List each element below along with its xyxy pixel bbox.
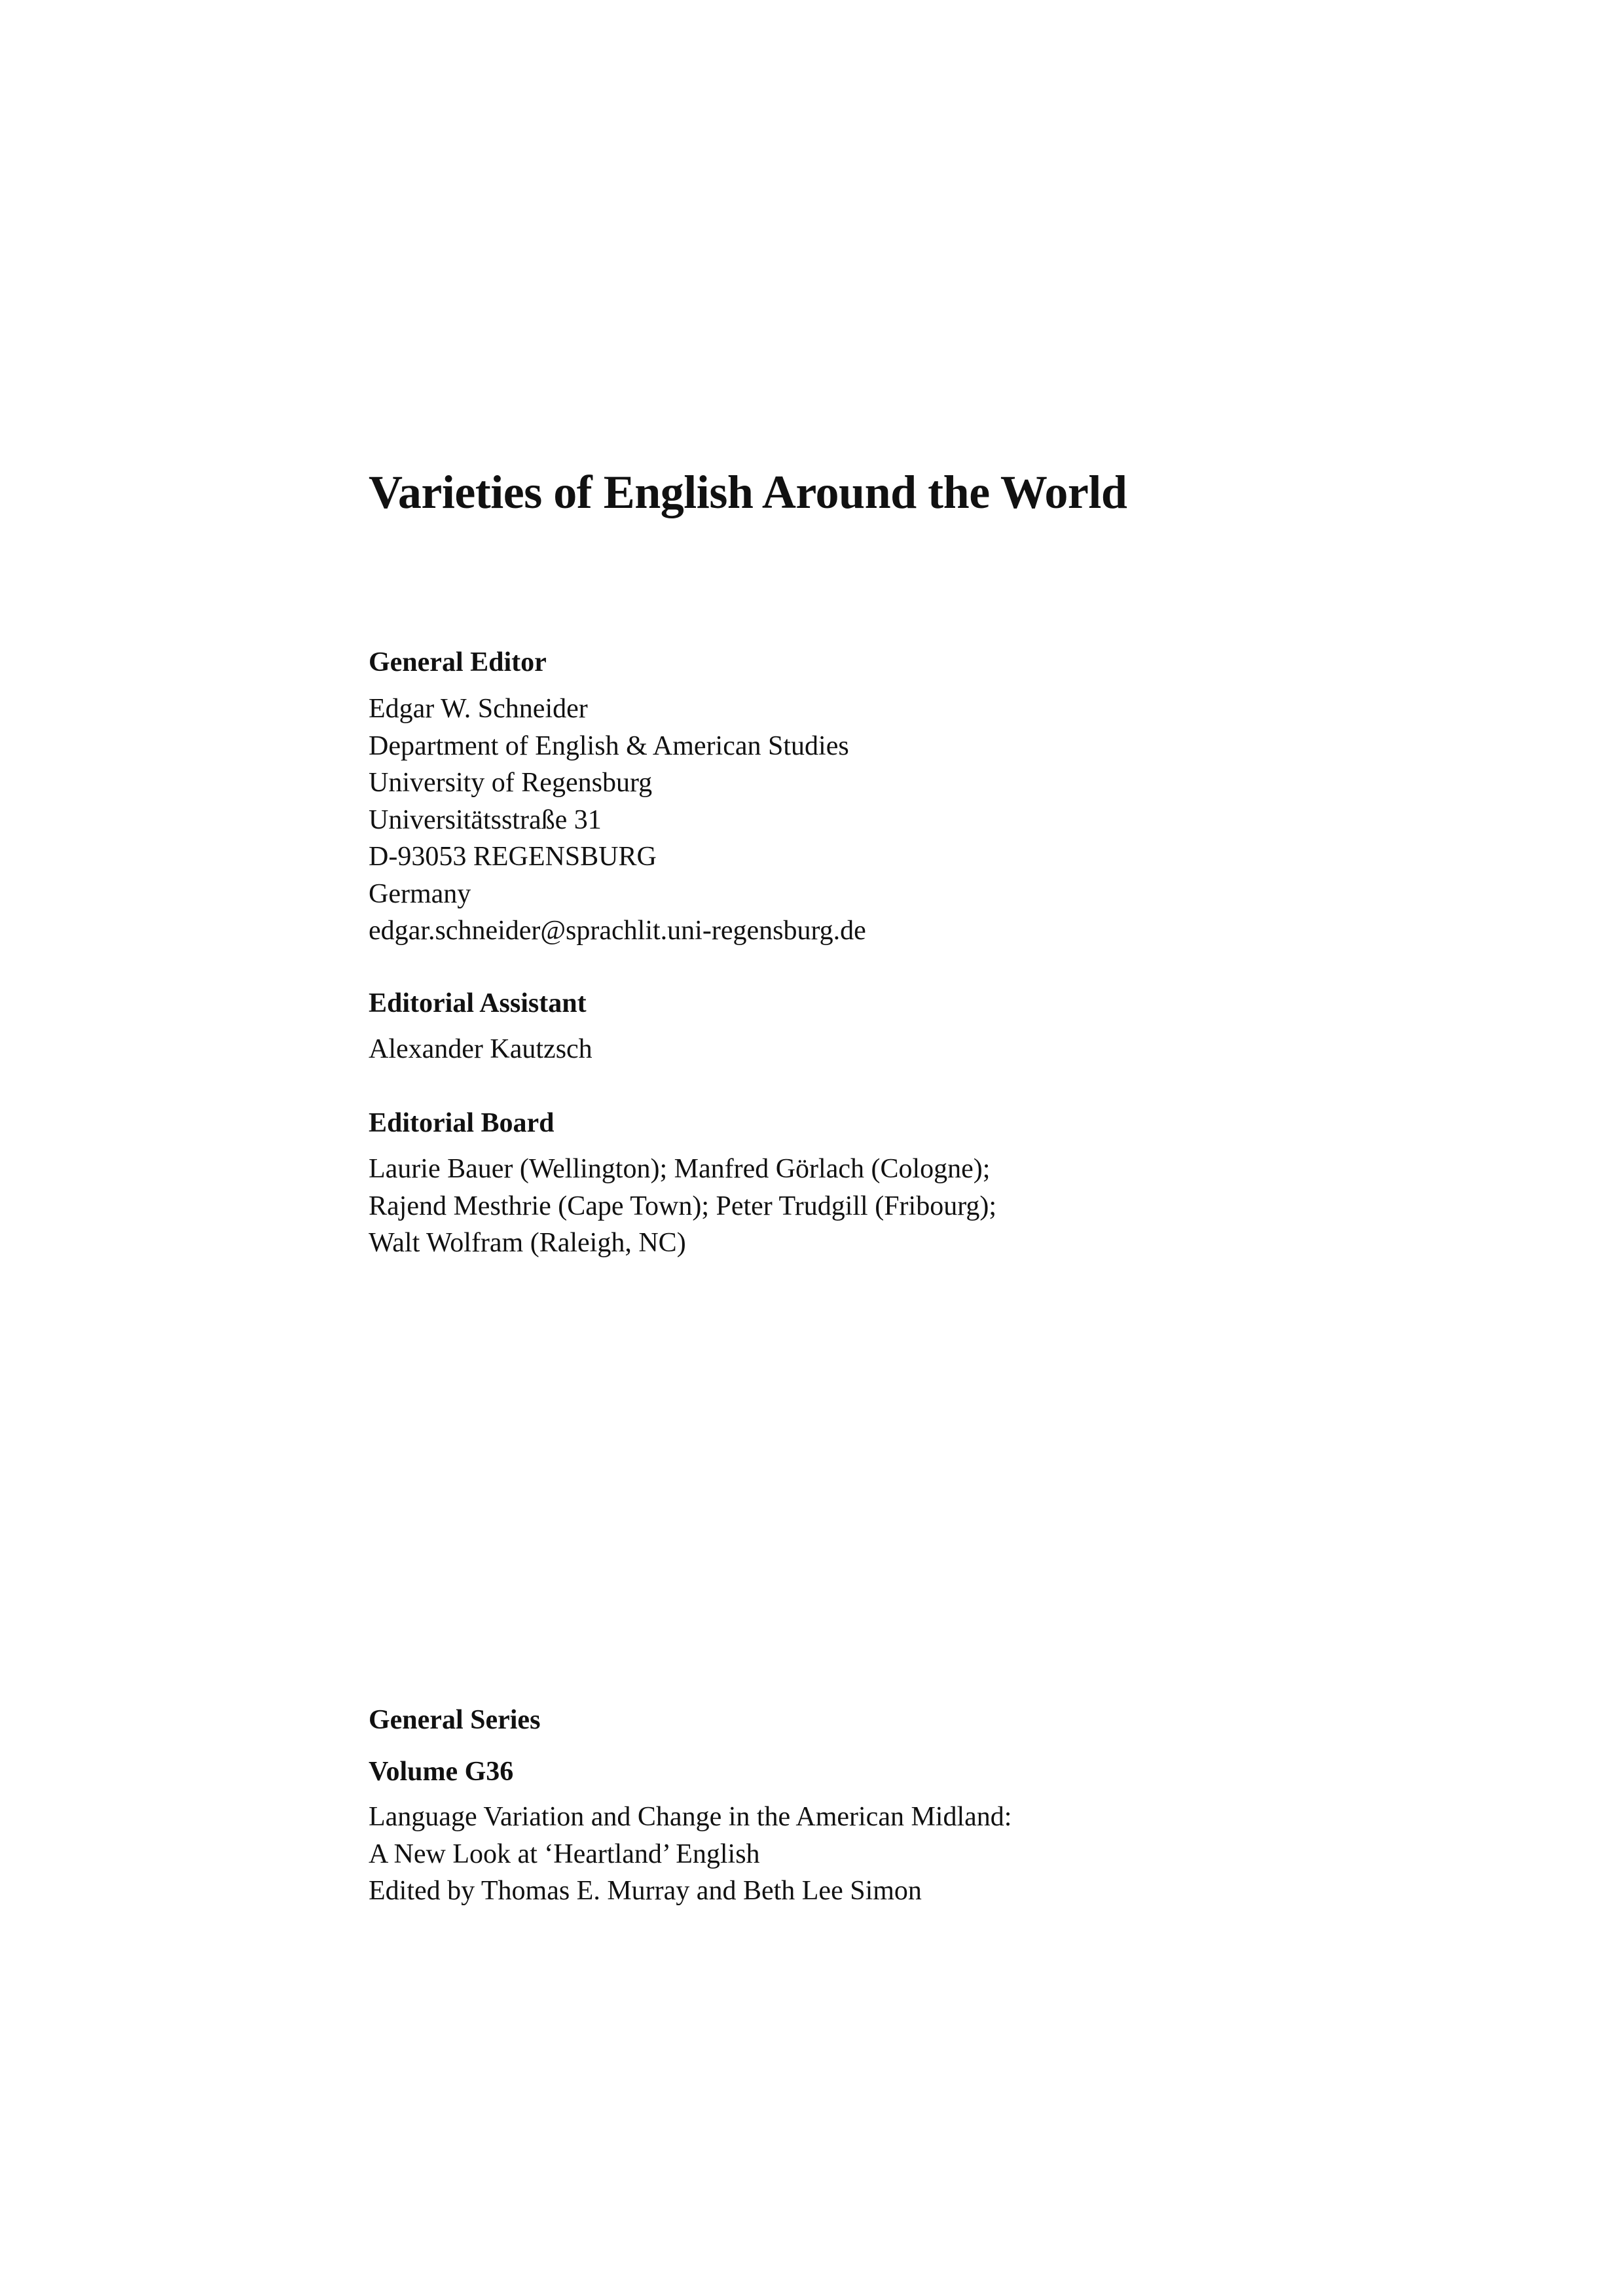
editorial-assistant-heading: Editorial Assistant [369, 988, 587, 1018]
board-line: Rajend Mesthrie (Cape Town); Peter Trudgill (Fribourg); [369, 1191, 997, 1221]
volume-heading: Volume G36 [369, 1757, 514, 1787]
editor-university: University of Regensburg [369, 768, 653, 798]
editor-email: edgar.schneider@sprachlit.uni-regensburg.de [369, 916, 866, 946]
editorial-assistant-details [369, 1031, 593, 1068]
board-line: Laurie Bauer (Wellington); Manfred Görlach (Cologne); [369, 1154, 991, 1184]
general-series-heading: General Series [369, 1705, 541, 1735]
volume-editors-line: Edited by Thomas E. Murray and Beth Lee Simon [369, 1876, 922, 1906]
series-title: Varieties of English Around the World [369, 466, 1127, 518]
editor-city: D-93053 REGENSBURG [369, 842, 657, 872]
editor-country: Germany [369, 878, 471, 909]
editorial-board-details [369, 1151, 996, 1262]
volume-title-line: Language Variation and Change in the American Midland: [369, 1802, 1012, 1832]
editor-street: Universitätsstraße 31 [369, 804, 602, 835]
volume-details [369, 1799, 1012, 1910]
editor-name: Edgar W. Schneider [369, 694, 588, 724]
general-editor-details [369, 691, 866, 950]
board-line: Walt Wolfram (Raleigh, NC) [369, 1228, 686, 1258]
assistant-name: Alexander Kautzsch [369, 1034, 593, 1064]
editorial-board-heading: Editorial Board [369, 1108, 555, 1138]
volume-subtitle-line: A New Look at ‘Heartland’ English [369, 1839, 760, 1869]
general-editor-heading: General Editor [369, 647, 547, 677]
editor-department: Department of English & American Studies [369, 730, 849, 761]
